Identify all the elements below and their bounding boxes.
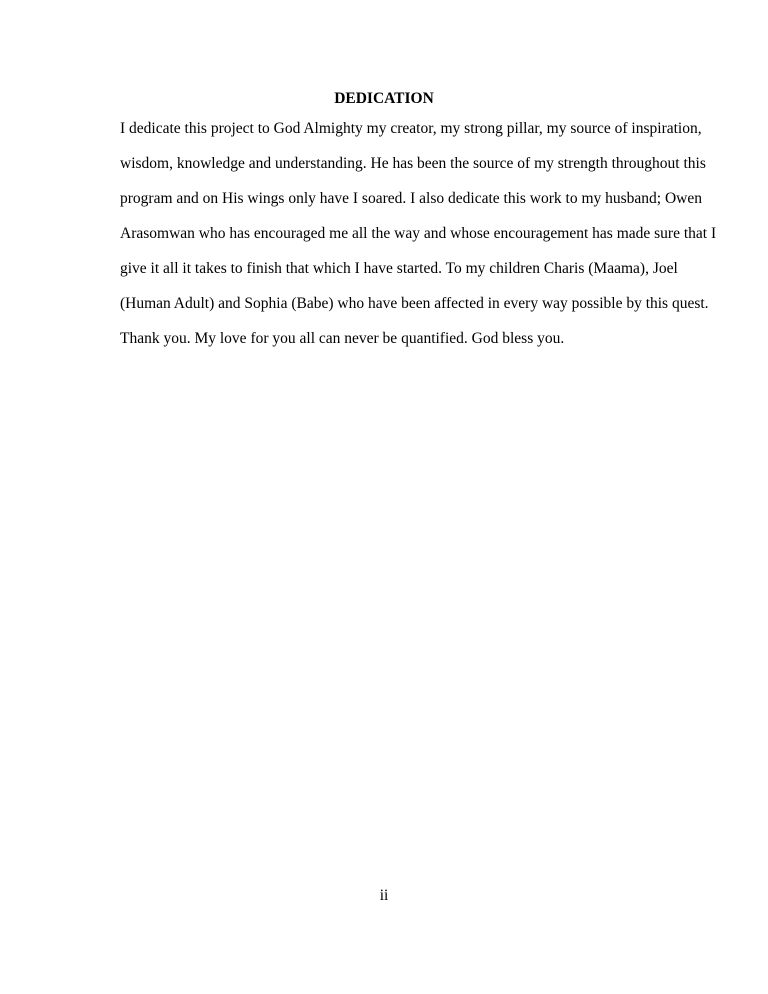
paragraph-line: (Human Adult) and Sophia (Babe) who have been affected in every way possible by this quest. [120, 295, 709, 312]
paragraph-line: Thank you. My love for you all can never be quantified. God bless you. [120, 330, 565, 347]
page-title: DEDICATION [334, 90, 434, 107]
paragraph-line: I dedicate this project to God Almighty my creator, my strong pillar, my source of inspiration, [120, 120, 702, 137]
paragraph-line: give it all it takes to finish that which I have started. To my children Charis (Maama), Joel [120, 260, 678, 277]
paragraph-line: Arasomwan who has encouraged me all the way and whose encouragement has made sure that I [120, 225, 717, 242]
page-number: ii [379, 887, 389, 904]
dedication-paragraph [120, 119, 717, 364]
paragraph-line: program and on His wings only have I soared. I also dedicate this work to my husband; Owen [120, 190, 702, 207]
paragraph-line: wisdom, knowledge and understanding. He has been the source of my strength throughout this [120, 155, 706, 172]
